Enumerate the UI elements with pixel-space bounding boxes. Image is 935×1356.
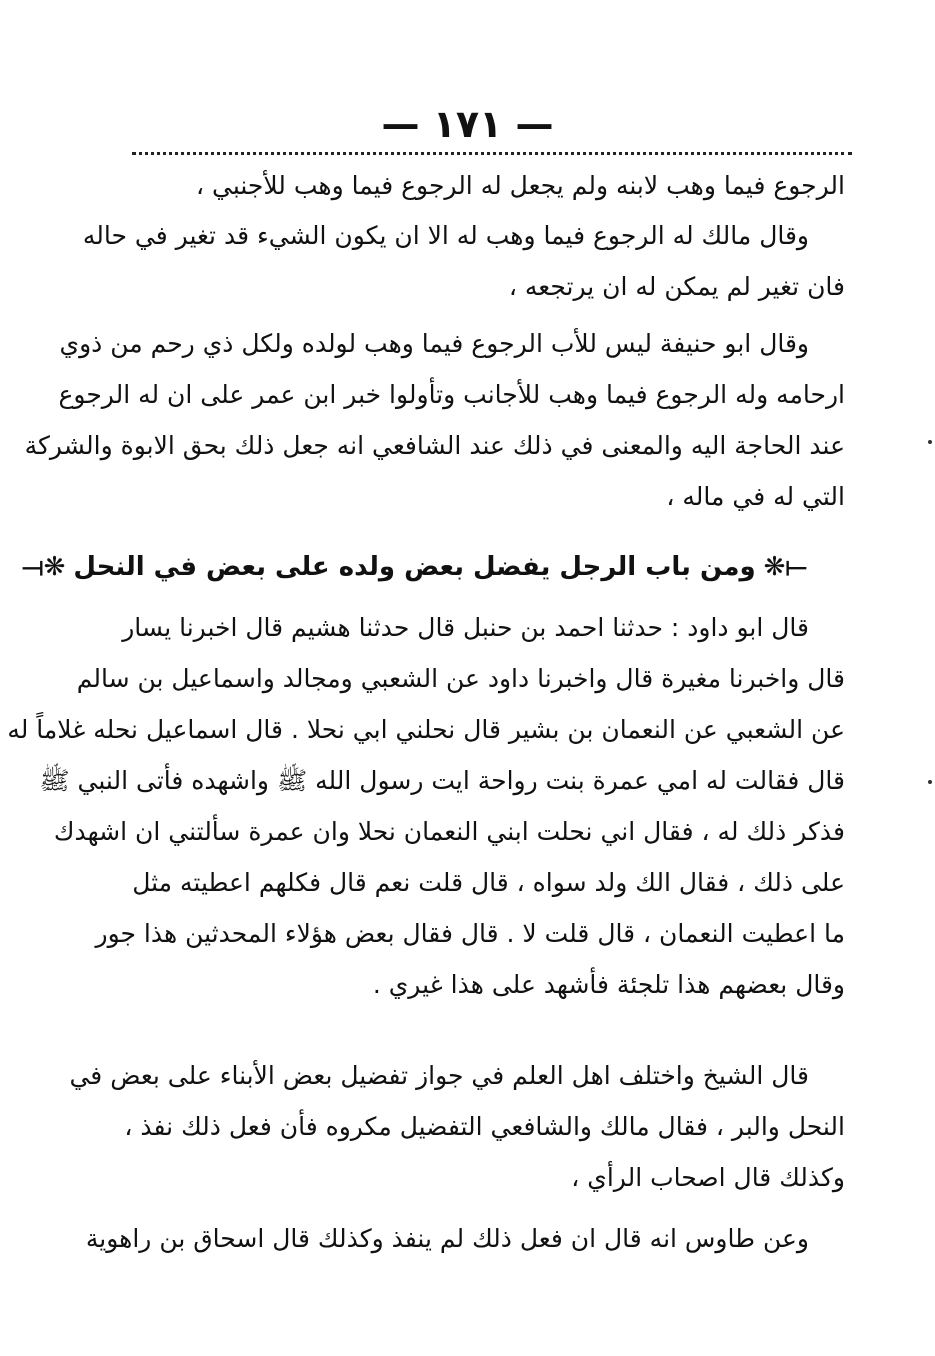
scan-mark [928,440,932,444]
text-line: قال فقالت له امي عمرة بنت رواحة ايت رسول الله ﷺ واشهده فأتى النبي ﷺ [39,766,845,795]
text-line: عند الحاجة اليه والمعنى في ذلك عند الشافعي انه جعل ذلك بحق الابوة والشركة [24,431,845,460]
text-line: النحل والبر ، فقال مالك والشافعي التفضيل مكروه فأن فعل ذلك نفذ ، [124,1112,845,1141]
paragraph-continuation [145,160,845,211]
text-line: الرجوع فيما وهب لابنه ولم يجعل له الرجوع فيما وهب للأجنبي ، [195,171,845,200]
text-line: وكذلك قال اصحاب الرأي ، [571,1163,845,1192]
paragraph-sheikh [69,1050,845,1203]
text-line: وقال بعضهم هذا تلجئة فأشهد على هذا غيري . [372,970,845,999]
text-line: التي له في ماله ، [666,482,845,511]
text-line: على ذلك ، فقال الك ولد سواه ، قال قلت نعم قال فكلهم اعطيته مثل [132,868,845,897]
text-line: قال ابو داود : حدثنا احمد بن حنبل قال حدثنا هشيم قال اخبرنا يسار [122,613,809,642]
chapter-heading-text: ومن باب الرجل يفضل بعض ولده على بعض في النحل [73,552,756,582]
text-line: قال الشيخ واختلف اهل العلم في جواز تفضيل بعض الأبناء على بعض في [69,1061,809,1090]
text-line: عن الشعبي عن النعمان بن بشير قال نحلني ابي نحلا . قال اسماعيل نحله غلاماً له [7,715,845,744]
header-rule [132,152,852,155]
text-line: وعن طاوس انه قال ان فعل ذلك لم ينفذ وكذلك قال اسحاق بن راهوية [85,1224,809,1253]
text-line: فذكر ذلك له ، فقال اني نحلت ابني النعمان نحلا وان عمرة سألتني ان اشهدك [53,817,845,846]
paragraph-abu-hanifa [24,318,845,522]
text-line: وقال ابو حنيفة ليس للأب الرجوع فيما وهب لولده ولكل ذي رحم من ذوي [59,329,809,358]
text-line: ارحامه وله الرجوع فيما وهب للأجانب وتأولوا خبر ابن عمر على ان له الرجوع [58,380,845,409]
page-number: — ١٧١ — [381,102,554,146]
paragraph-tawus [85,1213,845,1264]
paragraph-hadith [7,602,845,1010]
text-line: ما اعطيت النعمان ، قال قلت لا . قال فقال بعض هؤلاء المحدثين هذا جور [95,919,845,948]
chapter-heading [22,552,815,583]
paragraph-malik [82,210,845,312]
text-line: فان تغير لم يمكن له ان يرتجعه ، [508,272,845,301]
scan-mark [928,780,932,784]
ornament-right-icon: ⟞❋ [763,552,807,582]
text-line: قال واخبرنا مغيرة قال واخبرنا داود عن الشعبي ومجالد واسماعيل بن سالم [76,664,845,693]
text-line: وقال مالك له الرجوع فيما وهب له الا ان يكون الشيء قد تغير في حاله [82,221,809,250]
ornament-left-icon: ❋⟝ [22,552,66,582]
